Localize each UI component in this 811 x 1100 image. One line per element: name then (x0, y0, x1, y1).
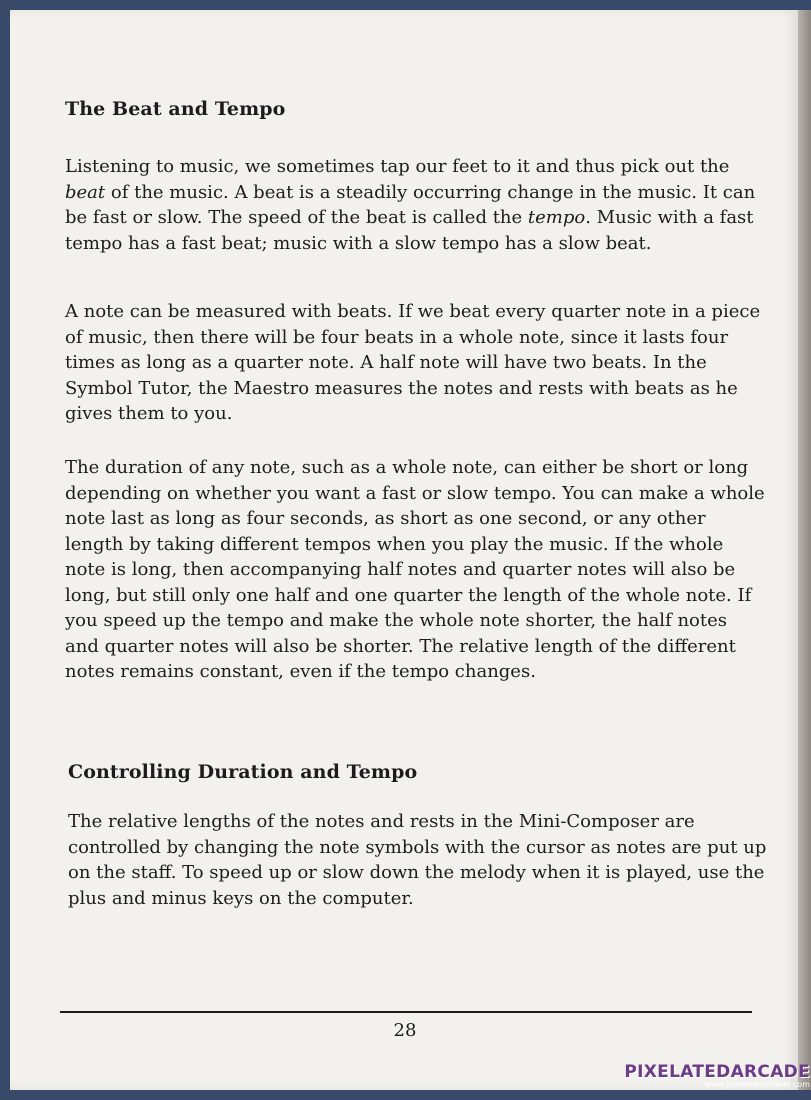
paragraph-beat-definition: Listening to music, we sometimes tap our feet to it and thus pick out the beat of the music. A beat is a steadily occurring change in the music. It can be fast or slow. The speed of the beat is called the tempo. Music with a fast tempo has a fast beat; music with a slow tempo has a slow beat. (65, 156, 756, 254)
page-spine-edge (798, 10, 811, 1090)
paragraph-mini-composer: The relative lengths of the notes and rests in the Mini-Composer are controlled by changing the note symbols with the cursor as notes are put up on the staff. To speed up or slow down the melody when it is played, use the plus and minus keys on the computer. (68, 811, 767, 909)
section-heading-controlling-duration: Controlling Duration and Tempo (68, 761, 418, 783)
paragraph-note-duration: The duration of any note, such as a whole note, can either be short or long depending on whether you want a fast or slow tempo. You can make a whole note last as long as four seconds, as short as one second, or any other length by taking different tempos when you play the music. If the whole note is long, then accompanying half notes and quarter notes will also be long, but still only one half and one quarter the length of the whole note. If you speed up the tempo and make the whole note shorter, the half notes and quarter notes will also be shorter. The relative length of the different notes remains constant, even if the tempo changes. (65, 457, 765, 682)
watermark-url: www.pixelatedarcade.com (704, 1080, 810, 1089)
section-heading-beat-and-tempo: The Beat and Tempo (65, 98, 286, 120)
footer-rule (60, 1011, 752, 1013)
watermark (610, 1062, 810, 1089)
manual-page (10, 10, 798, 1090)
paragraph-measuring-with-beats: A note can be measured with beats. If we beat every quarter note in a piece of music, then there will be four beats in a whole note, since it lasts four times as long as a quarter note. A half note will have two beats. In the Symbol Tutor, the Maestro measures the notes and rests with beats as he gives them to you. (65, 301, 761, 424)
watermark-brand: PIXELATEDARCADE (624, 1062, 810, 1082)
page-number: 28 (393, 1020, 417, 1041)
